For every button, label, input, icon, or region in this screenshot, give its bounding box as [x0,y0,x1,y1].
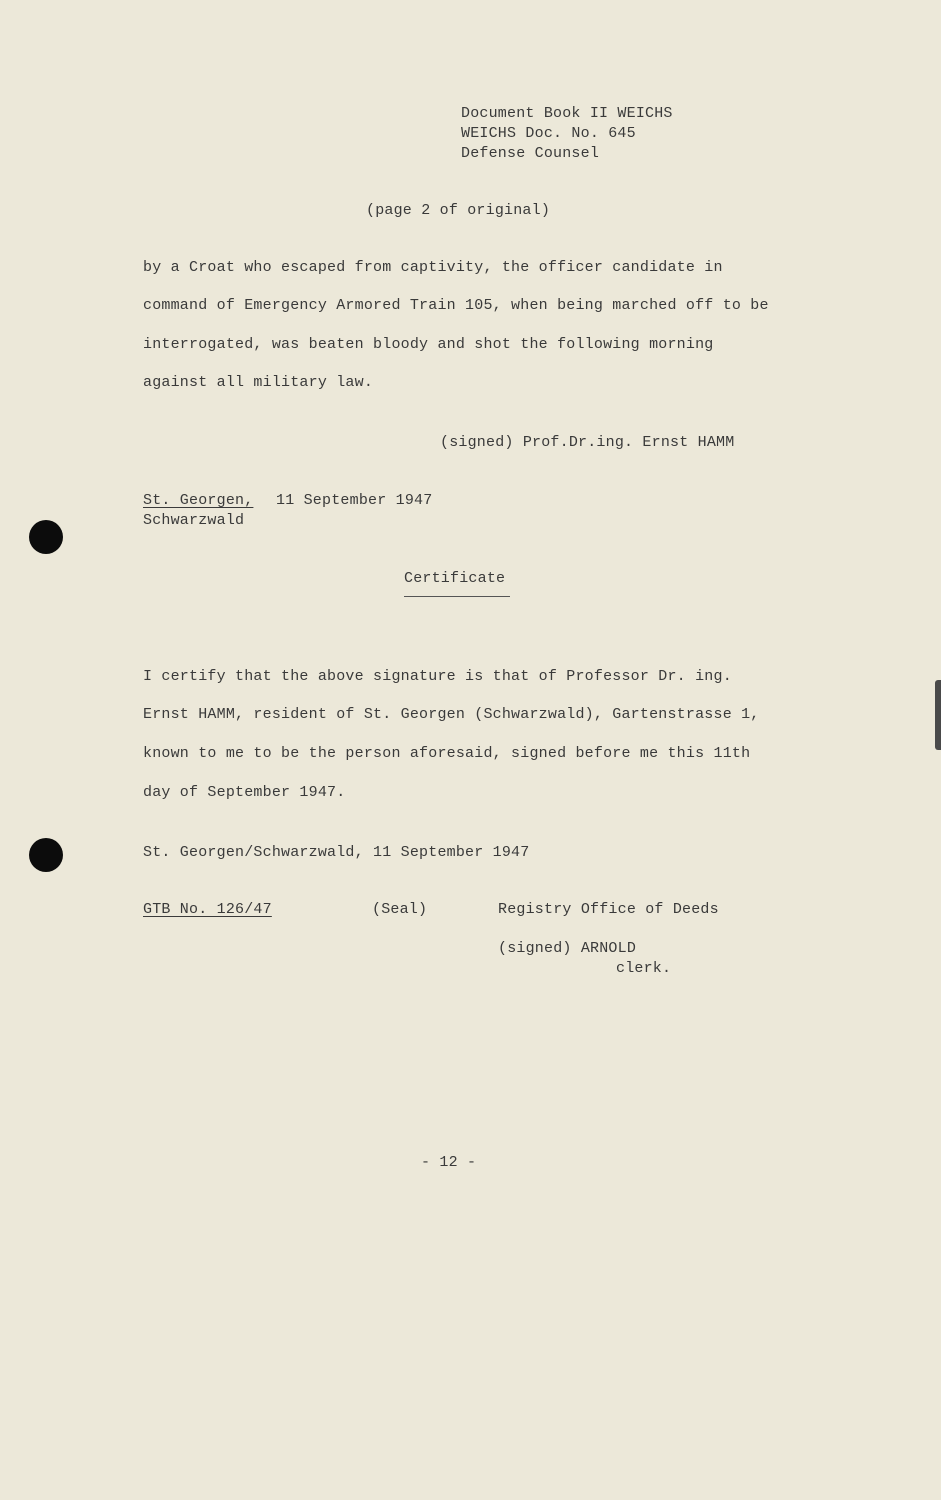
punch-hole [29,520,63,554]
paragraph1-line: by a Croat who escaped from captivity, the officer candidate in [143,259,723,276]
paragraph1-line: command of Emergency Armored Train 105, when being marched off to be [143,297,769,314]
paragraph1-line: against all military law. [143,374,374,391]
paragraph2-line: I certify that the above signature is that of Professor Dr. ing. [143,668,732,685]
place: St. Georgen, [143,492,254,509]
header-line-3: Defense Counsel [461,145,600,162]
region: Schwarzwald [143,512,245,529]
page-number: - 12 - [421,1154,477,1171]
page-edge-mark [935,680,941,750]
paragraph2-line: known to me to be the person aforesaid, signed before me this 11th [143,745,751,762]
clerk-title: clerk. [616,960,672,977]
place-date-2: St. Georgen/Schwarzwald, 11 September 1947 [143,844,530,861]
header-line-1: Document Book II WEICHS [461,105,673,122]
signature-2: (signed) ARNOLD [498,940,637,957]
paragraph2-line: Ernst HAMM, resident of St. Georgen (Schwarzwald), Gartenstrasse 1, [143,706,760,723]
page-note: (page 2 of original) [366,202,551,219]
signature-1: (signed) Prof.Dr.ing. Ernst HAMM [440,434,735,451]
certificate-title: Certificate [404,570,506,587]
header-line-2: WEICHS Doc. No. 645 [461,125,636,142]
punch-hole [29,838,63,872]
seal: (Seal) [372,901,428,918]
certificate-title-underline [404,596,510,597]
paragraph1-line: interrogated, was beaten bloody and shot the following morning [143,336,714,353]
registry-office: Registry Office of Deeds [498,901,719,918]
registry-number: GTB No. 126/47 [143,901,272,918]
paragraph2-line: day of September 1947. [143,784,346,801]
date: 11 September 1947 [276,492,433,509]
